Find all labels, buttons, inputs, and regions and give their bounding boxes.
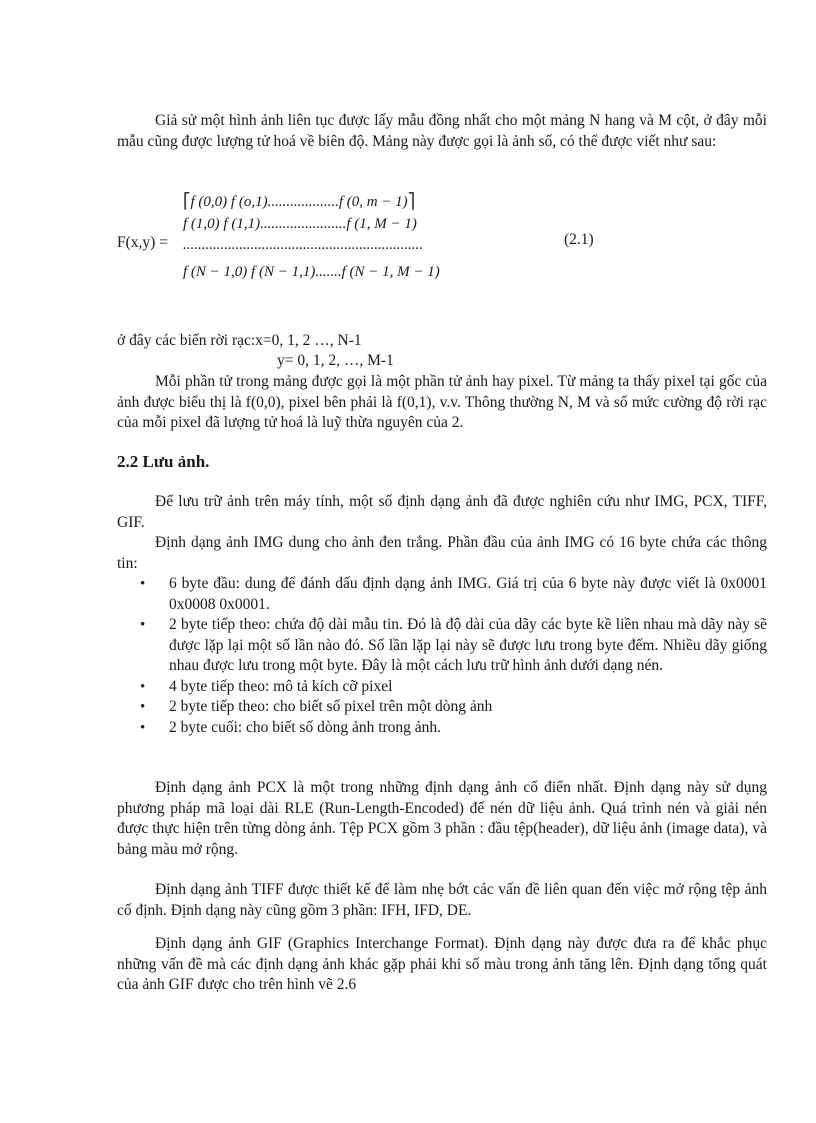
variables-line-2: y= 0, 1, 2, …, M-1 xyxy=(277,352,394,369)
img-bullet-list xyxy=(117,574,767,738)
list-item: • 2 byte tiếp theo: chứa độ dài mẫu tin. Đó là độ dài của dãy các byte kề liền nhau mà dãy này sẽ được lặp lại một số lần nào đó. Số lần lặp lại này sẽ được lưu trong byte đếm. Nhiều dãy giống nhau được lưu trong một byte. Đây là một cách lưu trữ hình ảnh dưới dạng nén. xyxy=(117,615,767,677)
storage-intro-paragraph: Để lưu trữ ảnh trên máy tính, một số định dạng ảnh đã được nghiên cứu như IMG, PCX, TIFF, GIF. xyxy=(117,493,767,531)
pcx-paragraph: Định dạng ảnh PCX là một trong những định dạng ảnh cổ điển nhất. Định dạng này sử dụng phương pháp mã loại dài RLE (Run-Length-Encoded) để nén dữ liệu ảnh. Quá trình nén và giải nén được thực hiện trên từng dòng ảnh. Tệp PCX gồm 3 phần : đầu tệp(header), dữ liệu ảnh (image data), và bảng màu mở rộng. xyxy=(117,779,767,858)
equation-label: F(x,y) = xyxy=(117,234,168,251)
section-heading: 2.2 Lưu ảnh. xyxy=(117,452,210,471)
tiff-paragraph: Định dạng ảnh TIFF được thiết kế để làm nhẹ bớt các vấn đề liên quan đến việc mở rộng tệp ảnh cố định. Định dạng này cũng gồm 3 phần: IFH, IFD, DE. xyxy=(117,881,767,919)
matrix-row-1: ⎡f (0,0) f (o,1)...................f (0, m − 1)⎤ xyxy=(183,194,416,210)
variables-line-1: ở đây các biến rời rạc:x=0, 1, 2 …, N-1 xyxy=(117,332,362,349)
matrix-row-2: f (1,0) f (1,1).......................f (1, M − 1) xyxy=(183,216,417,232)
matrix-row-3: ................................................................ xyxy=(183,237,423,253)
list-item: • 4 byte tiếp theo: mô tả kích cỡ pixel xyxy=(117,677,767,698)
gif-paragraph: Định dạng ảnh GIF (Graphics Interchange Format). Định dạng này được đưa ra để khắc phục những vấn đề mà các định dạng ảnh khác gặp phải khi số màu trong ảnh tăng lên. Định dạng tổng quát của ảnh GIF được cho trên hình vẽ 2.6 xyxy=(117,935,767,993)
list-item: • 6 byte đầu: dung để đánh dấu định dạng ảnh IMG. Giá trị của 6 byte này được viết là 0x0001 0x0008 0x0001. xyxy=(117,574,767,615)
intro-paragraph: Giả sử một hình ảnh liên tục được lấy mẫu đồng nhất cho một mảng N hang và M cột, ở đây mỗi mẫu cũng được lượng tử hoá về biên độ. Mảng này được gọi là ảnh số, có thể được viết như sau: xyxy=(117,112,767,150)
equation-2-1 xyxy=(117,192,767,292)
list-item: • 2 byte tiếp theo: cho biết số pixel trên một dòng ảnh xyxy=(117,697,767,718)
equation-number: (2.1) xyxy=(564,231,594,248)
pixel-paragraph: Mỗi phần tử trong mảng được gọi là một phần tử ảnh hay pixel. Từ mảng ta thấy pixel tại gốc của ảnh được biểu thị là f(0,0), pixel bên phải là f(0,1), v.v. Thông thường N, M và số mức cường độ rời rạc của mỗi pixel đã lượng tử hoá là luỹ thừa nguyên của 2. xyxy=(117,373,767,431)
list-item: • 2 byte cuối: cho biết số dòng ảnh trong ảnh. xyxy=(117,718,767,739)
matrix-row-4: f (N − 1,0) f (N − 1,1).......f (N − 1, M − 1) xyxy=(183,264,440,280)
img-intro-paragraph: Định dạng ảnh IMG dung cho ảnh đen trắng. Phần đầu của ảnh IMG có 16 byte chứa các thông tin: xyxy=(117,534,767,572)
